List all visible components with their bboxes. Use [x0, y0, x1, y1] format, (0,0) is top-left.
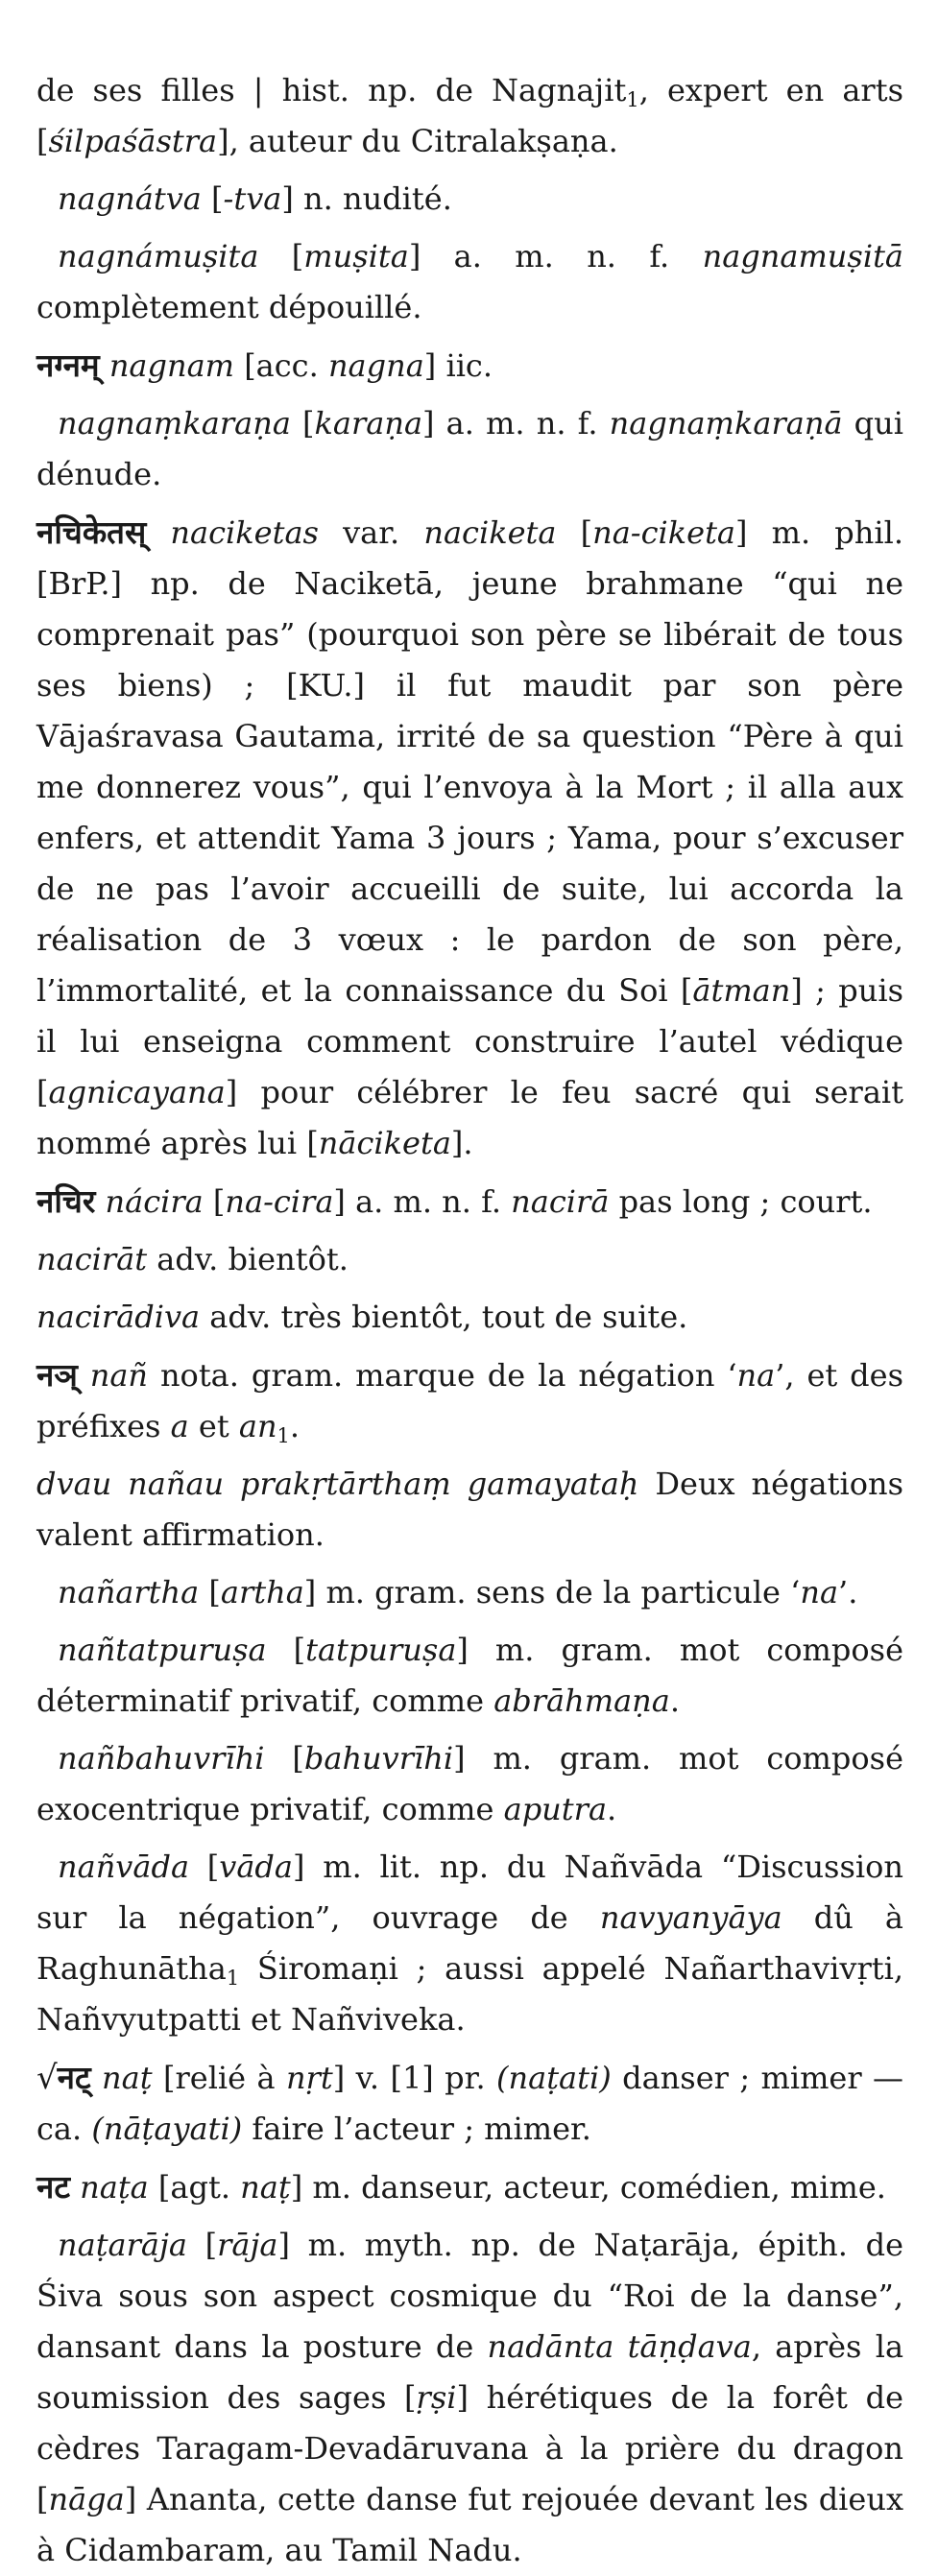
- italic-term: nṛt: [285, 2060, 333, 2096]
- italic-term: na: [800, 1574, 839, 1610]
- entry-text: [: [266, 1632, 306, 1668]
- entry-text: danser ; mimer — ca.: [36, 2060, 904, 2147]
- entry-text: [: [189, 1849, 220, 1885]
- entry-text: adv. très bientôt, tout de suite.: [200, 1299, 688, 1335]
- sub-entry: [36, 174, 903, 225]
- italic-term: naṭa: [80, 2169, 149, 2206]
- italic-term: tatpuruṣa: [305, 1632, 457, 1668]
- italic-term: karaṇa: [314, 405, 423, 441]
- entry-text: ] m. gram. sens de la particule ‘: [303, 1574, 801, 1610]
- italic-term: naṭ: [240, 2169, 291, 2206]
- italic-term: an: [238, 1408, 277, 1444]
- italic-term: nagnaṃkaraṇā: [609, 405, 843, 441]
- entry-text: [146, 514, 170, 551]
- entry-text: , après la soumission des sages [: [36, 2328, 904, 2416]
- italic-term: na: [736, 1357, 776, 1394]
- entry-text: ] n. nudité.: [281, 180, 452, 217]
- entry-text: ] pour célébrer le feu sacré qui serait nommé après lui [: [36, 1074, 903, 1161]
- entry-text: ] hérétiques de la forêt de cèdres Taragam-Devadāruvana à la prière du dragon [: [36, 2379, 903, 2517]
- italic-term: aputra: [503, 1791, 608, 1827]
- entry-text: [: [201, 180, 224, 217]
- italic-term: nañvāda: [58, 1849, 190, 1885]
- entry-text: [: [264, 1740, 304, 1777]
- entry-text: ] m. danseur, acteur, comédien, mime.: [290, 2169, 886, 2206]
- italic-term: nāga: [48, 2481, 125, 2517]
- entry-text: .: [669, 1682, 681, 1719]
- entry-text: ] m. gram. mot composé déterminatif privatif, comme: [36, 1632, 904, 1719]
- entry-text: [91, 2060, 102, 2096]
- dictionary-entry: [36, 65, 903, 167]
- italic-term: -tva: [223, 180, 282, 217]
- subscript-index: 1: [277, 1424, 290, 1447]
- sub-entry: [36, 1567, 903, 1618]
- entry-text: nota. gram. marque de la négation ‘: [148, 1357, 737, 1394]
- italic-term: śilpaśāstra: [48, 123, 218, 159]
- italic-term: naṭarāja: [58, 2227, 187, 2263]
- dictionary-entry: [36, 2052, 903, 2155]
- italic-term: (nāṭayati): [91, 2111, 243, 2147]
- entry-text: [: [556, 514, 593, 551]
- dictionary-entry: [36, 507, 903, 1169]
- devanagari-headword: नचिकेतस्: [36, 513, 147, 551]
- entry-text: et: [188, 1408, 239, 1444]
- italic-term: nacirā: [511, 1183, 610, 1220]
- italic-term: (naṭati): [496, 2060, 612, 2096]
- italic-term: nāciketa: [318, 1125, 451, 1161]
- italic-term: nagna: [327, 347, 424, 384]
- italic-term: nagnaṃkaraṇa: [58, 405, 291, 441]
- dictionary-entry: [36, 340, 903, 392]
- entry-text: faire l’acteur ; mimer.: [242, 2111, 591, 2147]
- italic-term: agnicayana: [48, 1074, 226, 1110]
- entry-text: ] Ananta, cette danse fut rejouée devant les dieux à Cidambaram, au Tamil Nadu.: [36, 2481, 903, 2568]
- italic-term: rāja: [217, 2227, 278, 2263]
- entry-text: ] v. [1] pr.: [332, 2060, 497, 2096]
- sub-entry: [36, 398, 903, 500]
- entry-text: ], auteur du Citralakṣaṇa.: [217, 123, 618, 159]
- entry-text: ’.: [838, 1574, 858, 1610]
- italic-term: nagnámuṣita: [58, 238, 259, 274]
- dictionary-entry: [36, 1349, 903, 1452]
- italic-term: nagnamuṣitā: [702, 238, 903, 274]
- entry-text: Śiromaṇi ; aussi appelé Nañarthavivṛti, Nañvyutpatti et Nañviveka.: [36, 1950, 903, 2038]
- italic-term: nañartha: [58, 1574, 200, 1610]
- italic-term: nadānta tāṇḍava: [487, 2328, 752, 2365]
- italic-term: nagnam: [108, 347, 235, 384]
- italic-term: nañ: [89, 1357, 149, 1394]
- dictionary-entry: [36, 1234, 903, 1285]
- italic-term: ṛṣi: [416, 2379, 457, 2416]
- italic-term: vāda: [219, 1849, 293, 1885]
- entry-text: ] a. m. n. f.: [422, 405, 610, 441]
- entry-text: [acc.: [234, 347, 328, 384]
- entry-text: [100, 347, 109, 384]
- entry-text: ’, et des préfixes: [36, 1357, 904, 1444]
- italic-term: na-ciketa: [592, 514, 735, 551]
- sub-entry: [36, 1842, 903, 2045]
- sub-entry: [36, 1733, 903, 1835]
- devanagari-headword: नञ्: [36, 1356, 78, 1394]
- italic-term: nacirāt: [36, 1241, 148, 1277]
- entry-text: qui dénude.: [36, 405, 904, 492]
- italic-term: na-cira: [225, 1183, 334, 1220]
- italic-term: nagnátva: [58, 180, 202, 217]
- entry-text: ].: [450, 1125, 473, 1161]
- entry-text: ] iic.: [423, 347, 493, 384]
- entry-text: [relié à: [152, 2060, 286, 2096]
- entry-text: var.: [318, 514, 424, 551]
- sub-entry: [36, 231, 903, 333]
- italic-term: nacirādiva: [36, 1299, 201, 1335]
- dictionary-entry: [36, 2161, 903, 2213]
- entry-text: [95, 1183, 105, 1220]
- entry-text: ] m. phil. [BrP.] np. de Naciketā, jeune brahmane “qui ne comprenait pas” (pourquoi son père se libérait de tous ses biens) ; [KU.] il fut maudit par son père Vājaśravasa Gautama, irrité de sa question “Père à qui me donnerez vous”, qui l’envoya à la Mort ; il alla aux enfers, et attendit Yama 3 jours ; Yama, pour s’excuser de ne pas l’avoir accueilli de suite, lui accorda la réalisation de 3 vœux : le pardon de son père, l’immortalité, et la connaissance du Soi [: [36, 514, 904, 1009]
- italic-term: naṭ: [102, 2060, 153, 2096]
- entry-text: [: [203, 1183, 226, 1220]
- entry-text: [: [290, 405, 315, 441]
- entry-text: ] a. m. n. f.: [333, 1183, 512, 1220]
- devanagari-headword: नचिर: [36, 1182, 96, 1220]
- entry-text: [70, 2169, 80, 2206]
- italic-term: bahuvrīhi: [303, 1740, 454, 1777]
- entry-text: [78, 1357, 90, 1394]
- entry-text: ] ; puis il lui enseigna comment construire l’autel védique [: [36, 972, 904, 1110]
- entry-text: .: [289, 1408, 301, 1444]
- entry-text: ] m. lit. np. du Nañvāda “Discussion sur la négation”, ouvrage de: [36, 1849, 903, 1936]
- italic-term: naciketas: [170, 514, 319, 551]
- subscript-index: 1: [626, 88, 639, 111]
- dictionary-entry: [36, 1459, 903, 1561]
- devanagari-headword: नग्नम्: [36, 346, 100, 384]
- entry-text: , expert en arts [: [36, 72, 904, 159]
- italic-term: muṣita: [303, 238, 409, 274]
- entry-text: complètement dépouillé.: [36, 289, 422, 325]
- italic-term: dvau nañau prakṛtārthaṃ gamayataḥ: [36, 1466, 639, 1502]
- italic-term: artha: [220, 1574, 304, 1610]
- sub-entry: [36, 1625, 903, 1727]
- entry-text: .: [607, 1791, 617, 1827]
- devanagari-headword: नट: [36, 2168, 70, 2206]
- entry-text: Deux négations valent affirmation.: [36, 1466, 904, 1553]
- dictionary-entry: [36, 1292, 903, 1343]
- entry-text: [: [187, 2227, 218, 2263]
- italic-term: nañbahuvrīhi: [58, 1740, 265, 1777]
- entry-text: [: [258, 238, 304, 274]
- entry-text: pas long ; court.: [609, 1183, 873, 1220]
- entry-text: de ses filles | hist. np. de Nagnajit: [36, 72, 627, 108]
- entry-text: [: [199, 1574, 221, 1610]
- entry-text: [agt.: [148, 2169, 241, 2206]
- root-sign: √: [36, 2059, 58, 2097]
- italic-term: nácira: [105, 1183, 204, 1220]
- italic-term: naciketa: [423, 514, 557, 551]
- italic-term: nañtatpuruṣa: [58, 1632, 267, 1668]
- entry-text: dû à Raghunātha: [36, 1899, 904, 1987]
- dictionary-entry: [36, 1176, 903, 1228]
- italic-term: ātman: [692, 972, 791, 1009]
- italic-term: a: [170, 1408, 189, 1444]
- italic-term: abrāhmaṇa: [493, 1682, 670, 1719]
- sub-entry: [36, 2220, 903, 2576]
- entry-text: adv. bientôt.: [147, 1241, 349, 1277]
- entry-text: ] a. m. n. f.: [408, 238, 703, 274]
- italic-term: navyanyāya: [599, 1899, 782, 1936]
- subscript-index: 1: [226, 1967, 240, 1990]
- devanagari-headword: नट्: [57, 2059, 91, 2096]
- entry-text: ] m. myth. np. de Naṭarāja, épith. de Śiva sous son aspect cosmique du “Roi de la danse”, dansant dans la posture de: [36, 2227, 904, 2365]
- entry-text: ] m. gram. mot composé exocentrique privatif, comme: [36, 1740, 904, 1827]
